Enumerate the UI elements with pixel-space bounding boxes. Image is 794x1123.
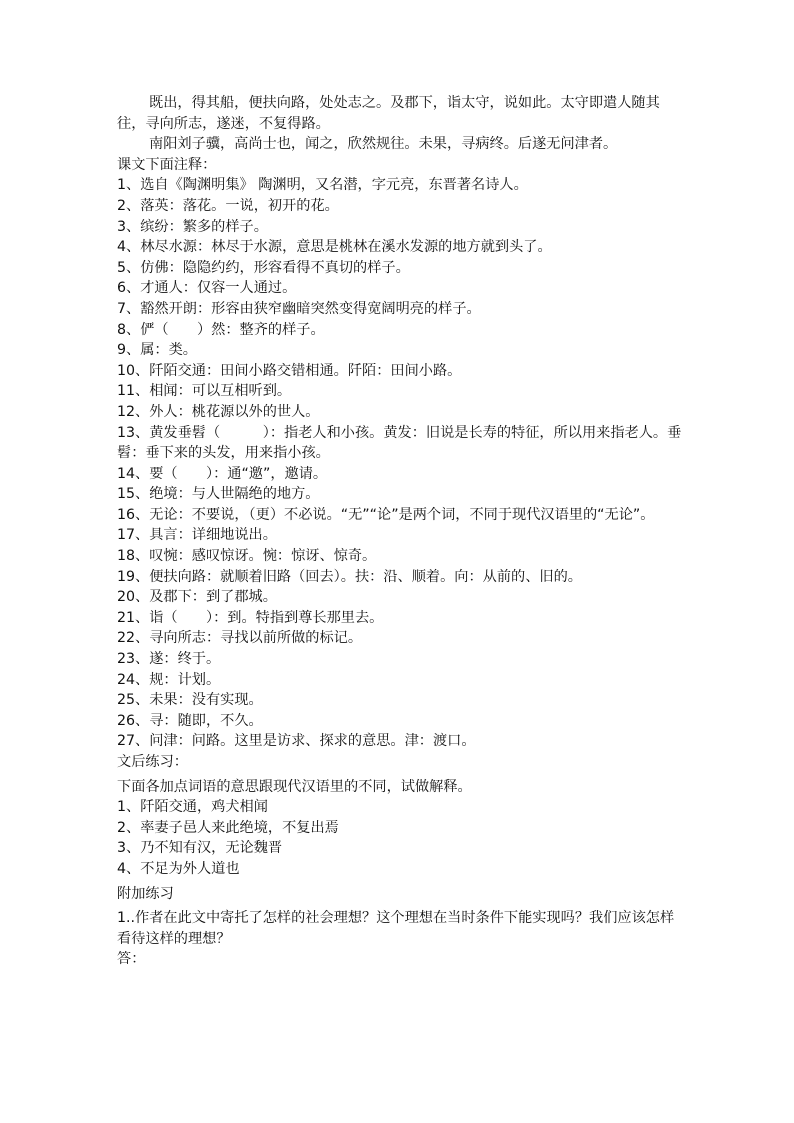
note-item: 12、外人：桃花源以外的世人。 <box>117 403 320 420</box>
note-item: 9、属：类。 <box>117 342 197 359</box>
note-item: 25、未果：没有实现。 <box>117 692 263 709</box>
note-item: 27、问津：问路。这里是访求、探求的意思。津：渡口。 <box>117 733 476 750</box>
passage-paragraph-2: 南阳刘子骥，高尚士也，闻之，欣然规往。未果，寻病终。后遂无问津者。 <box>149 136 618 153</box>
note-item: 14、要（ ）：通“邀”，邀请。 <box>117 465 328 482</box>
notes-heading: 课文下面注释： <box>117 156 217 173</box>
note-item: 15、绝境：与人世隔绝的地方。 <box>117 486 320 503</box>
note-item: 26、寻：随即，不久。 <box>117 712 263 729</box>
exercise-item: 2、率妻子邑人来此绝境，不复出焉 <box>117 819 339 836</box>
note-item: 8、俨（ ）然：整齐的样子。 <box>117 321 325 338</box>
note-item: 7、豁然开朗：形容由狭窄幽暗突然变得宽阔明亮的样子。 <box>117 300 481 317</box>
note-item: 5、仿佛：隐隐约约，形容看得不真切的样子。 <box>117 259 410 276</box>
extra-question: 1..作者在此文中寄托了怎样的社会理想？这个理想在当时条件下能实现吗？我们应该怎样看待这样的理想？ <box>117 910 675 947</box>
note-item: 2、落英：落花。一说，初开的花。 <box>117 197 339 214</box>
exercise-item: 4、不足为外人道也 <box>117 860 240 877</box>
note-item: 1、选自《陶渊明集》 陶渊明，又名潜，字元亮，东晋著名诗人。 <box>117 177 528 194</box>
passage-paragraph-1: 既出，得其船，便扶向路，处处志之。及郡下，诣太守，说如此。太守即遣人随其往，寻向所志，遂迷，不复得路。 <box>117 95 660 132</box>
extra-heading: 附加练习 <box>117 885 174 902</box>
answer-label: 答： <box>117 951 146 968</box>
note-item: 13、黄发垂髫（ ）：指老人和小孩。黄发：旧说是长寿的特征，所以用来指老人。垂髫：垂下来的头发，用来指小孩。 <box>117 424 682 462</box>
note-item: 18、叹惋：感叹惊讶。惋：惊讶、惊奇。 <box>117 548 377 565</box>
note-item: 24、规：计划。 <box>117 671 221 688</box>
note-item: 21、诣（ ）：到。特指到尊长那里去。 <box>117 609 384 626</box>
exercises-heading: 文后练习： <box>117 754 188 770</box>
document-body <box>117 93 682 970</box>
exercises-intro: 下面各加点词语的意思跟现代汉语里的不同，试做解释。 <box>117 778 472 795</box>
note-item: 16、无论：不要说，（更）不必说。“无”“论”是两个词，不同于现代汉语里的“无论”。 <box>117 506 655 523</box>
note-item: 3、缤纷：繁多的样子。 <box>117 218 268 235</box>
note-item: 22、寻向所志：寻找以前所做的标记。 <box>117 630 363 647</box>
exercise-item: 1、阡陌交通，鸡犬相闻 <box>117 799 268 816</box>
exercise-item: 3、乃不知有汉，无论魏晋 <box>117 840 283 857</box>
note-item: 20、及郡下：到了郡城。 <box>117 589 277 606</box>
note-item: 11、相闻：可以互相听到。 <box>117 383 292 400</box>
note-item: 6、才通人：仅容一人通过。 <box>117 280 297 297</box>
note-item: 23、遂：终于。 <box>117 651 221 668</box>
note-item: 17、具言：详细地说出。 <box>117 527 277 544</box>
note-item: 4、林尽水源：林尽于水源，意思是桃林在溪水发源的地方就到头了。 <box>117 239 552 256</box>
note-item: 19、便扶向路：就顺着旧路（回去）。扶：沿、顺着。向：从前的、旧的。 <box>117 568 582 585</box>
note-item: 10、阡陌交通：田间小路交错相通。阡陌：田间小路。 <box>117 362 462 379</box>
